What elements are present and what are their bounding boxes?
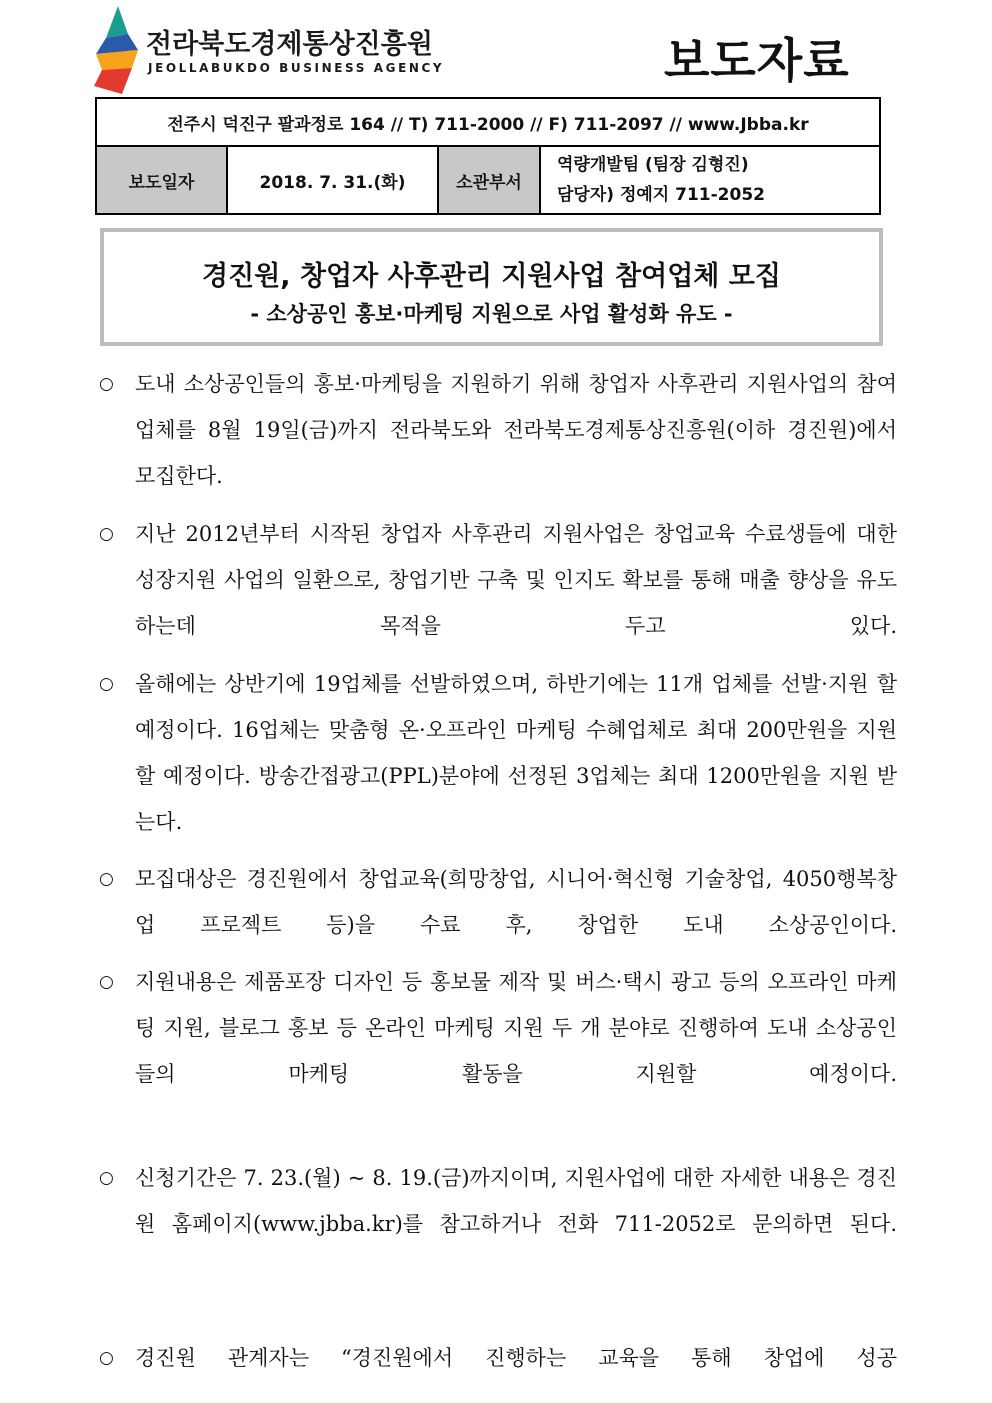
agency-logo bbox=[92, 6, 445, 96]
bullet-circle-icon: ○ bbox=[99, 524, 114, 544]
date-label: 보도일자 bbox=[96, 146, 227, 214]
bullet-circle-icon: ○ bbox=[99, 674, 114, 694]
bullet-circle-icon: ○ bbox=[99, 374, 114, 394]
bullet-circle-icon: ○ bbox=[99, 1168, 114, 1188]
dept-label: 소관부서 bbox=[438, 146, 540, 214]
paragraph-text: 지난 2012년부터 시작된 창업자 사후관리 지원사업은 창업교육 수료생들에 대한 성장지원 사업의 일환으로, 창업기반 구축 및 인지도 확보를 통해 매출 향상을 유도하는데 목적을 두고 있다. bbox=[135, 522, 897, 638]
org-name-kr: 전라북도경제통상진흥원 bbox=[146, 29, 433, 60]
headline-title: 경진원, 창업자 사후관리 지원사업 참여업체 모집 bbox=[202, 261, 781, 292]
headline-box bbox=[100, 228, 883, 346]
body-paragraph bbox=[99, 856, 897, 948]
body-paragraph bbox=[99, 1335, 897, 1381]
headline-subtitle: - 소상공인 홍보·마케팅 지원으로 사업 활성화 유도 - bbox=[250, 302, 733, 326]
paragraph-text: 신청기간은 7. 23.(월) ~ 8. 19.(금)까지이며, 지원사업에 대한 자세한 내용은 경진원 홈페이지(www.jbba.kr)를 참고하거나 전화 711-2052로 문의하면 된다. bbox=[135, 1166, 897, 1236]
date-value: 2018. 7. 31.(화) bbox=[227, 146, 438, 214]
body-paragraph bbox=[99, 511, 897, 649]
press-info-table bbox=[95, 97, 881, 215]
body-paragraph bbox=[99, 361, 897, 499]
contact-address: 전주시 덕진구 팔과정로 164 // T) 711-2000 // F) 711-2097 // www.Jbba.kr bbox=[96, 98, 880, 146]
body-paragraph bbox=[99, 661, 897, 845]
paragraph-text: 지원내용은 제품포장 디자인 등 홍보물 제작 및 버스·택시 광고 등의 오프라인 마케팅 지원, 블로그 홍보 등 온라인 마케팅 지원 두 개 분야로 진행하여 도내 소상공인들의 마케팅 활동을 지원할 예정이다. bbox=[135, 970, 897, 1086]
body-paragraph bbox=[99, 959, 897, 1097]
dept-team: 역량개발팀 (팀장 김형진) bbox=[557, 155, 749, 175]
paragraph-text: 올해에는 상반기에 19업체를 선발하였으며, 하반기에는 11개 업체를 선발·지원 할 예정이다. 16업체는 맞춤형 온·오프라인 마케팅 수혜업체로 최대 200만원을 지원 할 예정이다. 방송간접광고(PPL)분야에 선정된 3업체는 최대 1200만원을 지원 받는다. bbox=[135, 672, 897, 834]
bullet-circle-icon: ○ bbox=[99, 1348, 114, 1368]
bullet-circle-icon: ○ bbox=[99, 869, 114, 889]
paragraph-text: 경진원 관계자는 “경진원에서 진행하는 교육을 통해 창업에 성공 bbox=[135, 1346, 897, 1370]
dept-value bbox=[540, 146, 880, 214]
agency-logo-mark-icon bbox=[92, 6, 144, 96]
doc-type-title: 보도자료 bbox=[664, 34, 850, 89]
bullet-circle-icon: ○ bbox=[99, 972, 114, 992]
body-paragraph bbox=[99, 1155, 897, 1247]
org-name-en: JEOLLABUKDO BUSINESS AGENCY bbox=[148, 61, 445, 75]
paragraph-text: 도내 소상공인들의 홍보·마케팅을 지원하기 위해 창업자 사후관리 지원사업의 참여업체를 8월 19일(금)까지 전라북도와 전라북도경제통상진흥원(이하 경진원)에서 모집한다. bbox=[135, 372, 897, 488]
paragraph-text: 모집대상은 경진원에서 창업교육(희망창업, 시니어·혁신형 기술창업, 4050행복창업 프로젝트 등)을 수료 후, 창업한 도내 소상공인이다. bbox=[135, 867, 897, 937]
dept-contact: 담당자) 정예지 711-2052 bbox=[557, 185, 765, 205]
